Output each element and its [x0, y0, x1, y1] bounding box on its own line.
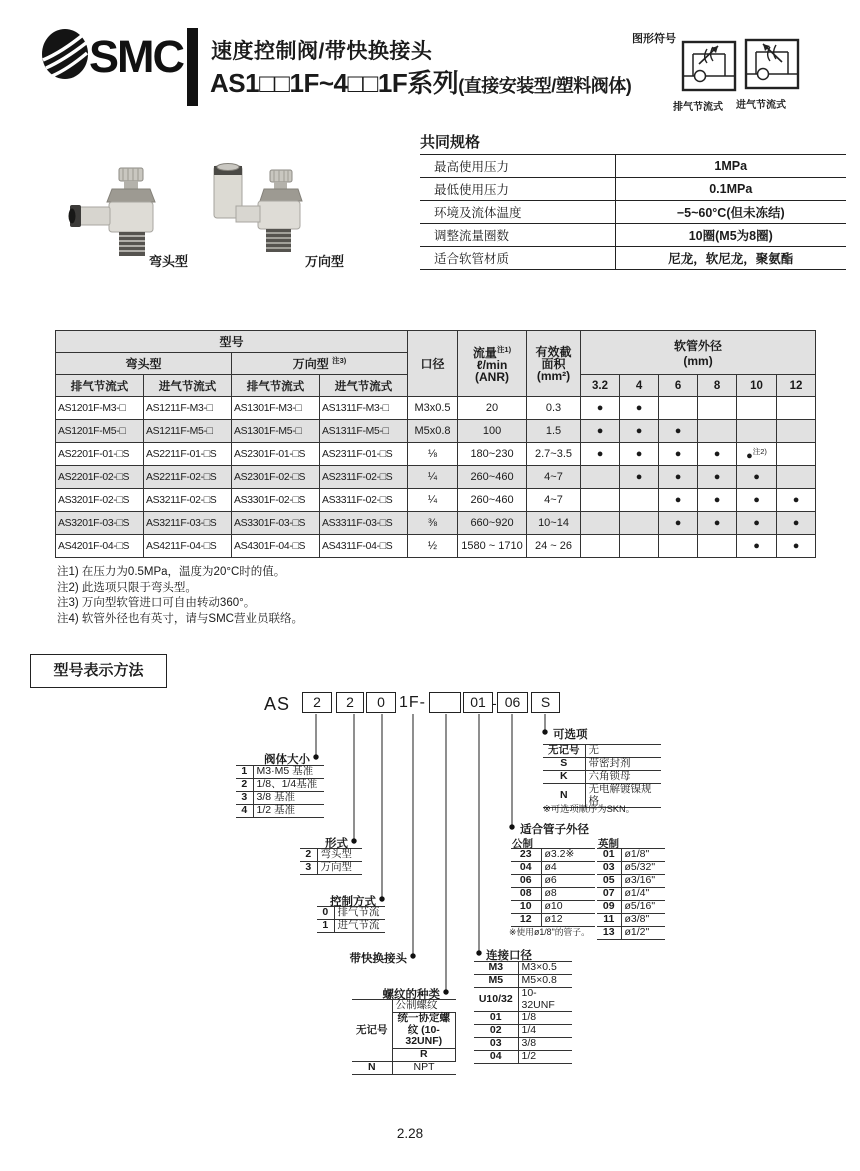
table-cell: 3 — [300, 862, 317, 875]
tube-size-dot-cell: ● — [581, 397, 620, 420]
table-cell: 无 — [585, 745, 661, 758]
table-cell: 进气节流 — [334, 920, 385, 933]
table-cell: 10 — [511, 901, 541, 914]
page-number: 2.28 — [396, 1126, 424, 1141]
dot-footnote-ref: 注2) — [752, 447, 767, 456]
exhaust-symbol-caption: 排气节流式 — [673, 102, 723, 113]
form-table — [300, 848, 362, 875]
meter-in-throttle-symbol-icon — [744, 38, 800, 92]
flow-cell: 1580 ~ 1710 — [458, 535, 527, 558]
exhaust-col-header: 排气节流式 — [56, 375, 144, 397]
table-cell: M3 — [474, 962, 518, 975]
table-cell: N — [543, 784, 585, 808]
model-number-cell: AS2201F-02-□S — [56, 466, 144, 489]
table-row — [543, 758, 661, 771]
size-col-header: 3.2 — [581, 375, 620, 397]
bore-cell: M3x0.5 — [408, 397, 458, 420]
table-row — [420, 224, 846, 247]
table-row — [474, 1038, 572, 1051]
tube-size-dot-cell — [777, 420, 816, 443]
model-number-cell: AS3301F-02-□S — [232, 489, 320, 512]
table-row — [317, 920, 385, 933]
table-cell: 1/8、1/4基准 — [253, 779, 324, 792]
tube-od-label: 适合管子外径 — [520, 824, 589, 836]
model-number-cell: AS1301F-M3-□ — [232, 397, 320, 420]
model-selection-table — [55, 330, 816, 558]
bore-cell: ½ — [408, 535, 458, 558]
table-cell: 尼龙，软尼龙，聚氨酯 — [615, 247, 846, 270]
common-specs-title: 共同规格 — [420, 134, 481, 151]
effective-area-cell: 0.3 — [527, 397, 581, 420]
table-cell: 12 — [511, 914, 541, 927]
model-table-row — [56, 397, 816, 420]
table-cell: 04 — [474, 1051, 518, 1064]
tube-size-dot-cell — [777, 397, 816, 420]
table-cell: ø3/16" — [621, 875, 665, 888]
table-cell: 1/4 — [518, 1025, 572, 1038]
table-cell: ø1/4" — [621, 888, 665, 901]
size-col-header: 6 — [659, 375, 698, 397]
model-number-cell: AS4301F-04-□S — [232, 535, 320, 558]
code-dash: - — [492, 695, 497, 711]
note-line: 注2) 此选项只限于弯头型。 — [57, 581, 197, 594]
tube-size-dot-cell — [620, 535, 659, 558]
table-cell: ø10 — [541, 901, 595, 914]
tube-size-dot-cell — [620, 512, 659, 535]
table-row — [511, 862, 595, 875]
table-cell: U10/32 — [474, 988, 518, 1012]
table-row — [352, 1000, 456, 1013]
flow-cell: 100 — [458, 420, 527, 443]
table-row — [511, 888, 595, 901]
table-cell: 02 — [474, 1025, 518, 1038]
tube-size-dot-cell — [777, 443, 816, 466]
table-cell: 2 — [236, 779, 253, 792]
quick-fitting-label: 带快换接头 — [349, 953, 407, 965]
tube-size-dot-cell: ● — [737, 535, 777, 558]
series-title — [210, 63, 631, 100]
table-cell: ø6 — [541, 875, 595, 888]
table-cell: 无记号 — [352, 1000, 392, 1062]
table-cell: 01 — [597, 849, 621, 862]
series-subtitle: (直接安装型/塑料阀体) — [458, 76, 632, 96]
page-title: 速度控制阀/带快换接头 — [211, 40, 433, 63]
common-specs-table — [420, 154, 846, 270]
effective-area-cell: 4~7 — [527, 466, 581, 489]
model-number-cell: AS1211F-M3-□ — [144, 397, 232, 420]
tube-size-dot-cell: ● — [659, 489, 698, 512]
table-cell: −5~60°C(但未冻结) — [615, 201, 846, 224]
port-size-table — [474, 961, 572, 1064]
model-number-cell: AS2211F-02-□S — [144, 466, 232, 489]
code-box-form: 2 — [336, 692, 364, 713]
bore-cell: M5x0.8 — [408, 420, 458, 443]
table-row — [236, 779, 324, 792]
universal-type-header: 万向型 $^{注3)}$ — [232, 353, 408, 375]
port-size-label: 连接口径 — [486, 950, 532, 962]
options-label: 可选项 — [553, 729, 588, 741]
table-cell: 万向型 — [317, 862, 362, 875]
code-box-body-size: 2 — [302, 692, 332, 713]
table-cell: 适合软管材质 — [420, 247, 615, 270]
bore-cell: ⅛ — [408, 443, 458, 466]
table-cell: 弯头型 — [317, 849, 362, 862]
table-row — [511, 901, 595, 914]
model-table-row — [56, 420, 816, 443]
tube-size-dot-cell: ● — [659, 420, 698, 443]
model-number-cell: AS4311F-04-□S — [320, 535, 408, 558]
effective-area-header: 有效截 面积 (mm²) — [527, 331, 581, 397]
note-line: 注3) 万向型软管进口可自由转动360°。 — [57, 597, 256, 609]
table-row — [474, 1025, 572, 1038]
table-cell: 1MPa — [615, 155, 846, 178]
table-cell: K — [543, 771, 585, 784]
table-cell: 13 — [597, 927, 621, 940]
table-cell: N — [352, 1061, 392, 1074]
tube-size-dot-cell: ● — [698, 466, 737, 489]
table-row — [420, 247, 846, 270]
size-col-header: 8 — [698, 375, 737, 397]
tube-size-dot-cell: ● — [659, 466, 698, 489]
model-number-cell: AS2211F-01-□S — [144, 443, 232, 466]
flow-header: 流量$^{注1)}$ ℓ/min (ANR) — [458, 331, 527, 397]
tube-size-dot-cell: ● — [777, 512, 816, 535]
table-cell: 3/8 — [518, 1038, 572, 1051]
table-cell: ø3/8" — [621, 914, 665, 927]
table-row — [474, 975, 572, 988]
table-cell: M3×0.5 — [518, 962, 572, 975]
model-number-cell: AS2201F-01-□S — [56, 443, 144, 466]
effective-area-cell: 10~14 — [527, 512, 581, 535]
metric-tube-note: ※使用ø1/8"的管子。 — [509, 927, 590, 937]
tube-size-dot-cell: ● — [777, 489, 816, 512]
table-row — [236, 766, 324, 779]
tube-size-dot-cell: ● — [659, 443, 698, 466]
body-size-label: 阀体大小 — [264, 754, 310, 766]
inch-label: 英制 — [598, 838, 619, 850]
table-row — [420, 155, 846, 178]
tube-size-dot-cell — [698, 397, 737, 420]
code-box-port: 01 — [463, 692, 493, 713]
table-cell: 03 — [474, 1038, 518, 1051]
table-cell: ø5/16" — [621, 901, 665, 914]
table-cell: M3·M5 基准 — [253, 766, 324, 779]
model-number-cell: AS1301F-M5-□ — [232, 420, 320, 443]
body-size-table — [236, 765, 324, 818]
tube-size-dot-cell: ● — [581, 443, 620, 466]
options-note: ※可选项顺序为SKN。 — [543, 804, 635, 814]
table-cell: 最低使用压力 — [420, 178, 615, 201]
size-col-header: 12 — [777, 375, 816, 397]
table-cell: ø1/2" — [621, 927, 665, 940]
bore-cell: ⅜ — [408, 512, 458, 535]
tube-size-dot-cell — [737, 420, 777, 443]
table-row — [597, 927, 665, 940]
table-cell: M5×0.8 — [518, 975, 572, 988]
thread-type-table — [352, 999, 456, 1075]
note-line: 注1) 在压力为0.5MPa，温度为20°C时的值。 — [57, 566, 286, 578]
effective-area-cell: 2.7~3.5 — [527, 443, 581, 466]
table-cell: 1/8 — [518, 1012, 572, 1025]
model-number-cell: AS4211F-04-□S — [144, 535, 232, 558]
model-number-cell: AS3311F-03-□S — [320, 512, 408, 535]
model-number-cell: AS3211F-02-□S — [144, 489, 232, 512]
table-cell: 统一协定螺纹 (10-32UNF) — [392, 1013, 456, 1049]
tube-size-dot-cell: ● — [581, 420, 620, 443]
universal-photo-caption: 万向型 — [305, 254, 345, 269]
tube-size-dot-cell — [777, 466, 816, 489]
graphic-symbols-label: 图形符号 — [632, 33, 676, 45]
table-cell: 无记号 — [543, 745, 585, 758]
table-row — [300, 849, 362, 862]
note-line: 注4) 软管外径也有英寸，请与SMC营业员联络。 — [57, 612, 303, 625]
effective-area-cell: 24 ~ 26 — [527, 535, 581, 558]
table-row — [236, 792, 324, 805]
code-mid: 1F- — [399, 694, 426, 711]
code-box-tube: 06 — [497, 692, 528, 713]
table-row — [597, 875, 665, 888]
model-number-cell: AS1311F-M3-□ — [320, 397, 408, 420]
meter-in-symbol-caption: 进气节流式 — [736, 100, 786, 111]
model-number-cell: AS2311F-01-□S — [320, 443, 408, 466]
meterin-col-header: 进气节流式 — [320, 375, 408, 397]
universal-valve-photo — [206, 158, 318, 258]
model-table-row — [56, 535, 816, 558]
series-name: AS1□□1F~4□□1F系列 — [210, 68, 459, 98]
tube-size-dot-cell — [581, 489, 620, 512]
tube-size-dot-cell: ● — [737, 512, 777, 535]
flow-cell: 260~460 — [458, 489, 527, 512]
inch-tube-table — [597, 848, 665, 940]
model-table-row — [56, 443, 816, 466]
table-row — [474, 988, 572, 1012]
table-cell: 08 — [511, 888, 541, 901]
table-cell: 调整流量圈数 — [420, 224, 615, 247]
table-cell: ø1/8" — [621, 849, 665, 862]
table-row — [420, 178, 846, 201]
table-row — [317, 907, 385, 920]
model-number-cell: AS3201F-03-□S — [56, 512, 144, 535]
table-cell: 2 — [300, 849, 317, 862]
footnotes — [57, 565, 303, 627]
table-cell: 03 — [597, 862, 621, 875]
table-row — [300, 862, 362, 875]
table-cell: R — [392, 1048, 456, 1061]
tube-size-dot-cell: ● — [698, 512, 737, 535]
size-col-header: 4 — [620, 375, 659, 397]
table-cell: 04 — [511, 862, 541, 875]
size-col-header: 10 — [737, 375, 777, 397]
table-cell: ø12 — [541, 914, 595, 927]
tube-size-dot-cell: ● — [620, 443, 659, 466]
code-box-control: 0 — [366, 692, 396, 713]
svg-text:SMC: SMC — [89, 31, 183, 82]
tube-size-dot-cell: ● — [737, 466, 777, 489]
table-row — [597, 901, 665, 914]
elbow-type-header: 弯头型 — [56, 353, 232, 375]
table-cell: 23 — [511, 849, 541, 862]
table-cell: 10-32UNF — [518, 988, 572, 1012]
control-mode-label: 控制方式 — [330, 896, 376, 908]
options-table — [543, 744, 661, 808]
model-number-cell: AS2301F-02-□S — [232, 466, 320, 489]
model-number-cell: AS2311F-02-□S — [320, 466, 408, 489]
table-cell: S — [543, 758, 585, 771]
table-cell: 排气节流 — [334, 907, 385, 920]
table-row — [511, 875, 595, 888]
tube-size-dot-cell: ● — [777, 535, 816, 558]
elbow-valve-photo — [62, 166, 184, 258]
bore-cell: ¼ — [408, 489, 458, 512]
tube-size-dot-cell — [659, 397, 698, 420]
tube-size-dot-cell — [659, 535, 698, 558]
table-row — [597, 914, 665, 927]
table-row — [420, 201, 846, 224]
model-number-cell: AS2301F-01-□S — [232, 443, 320, 466]
table-cell: 六角锁母 — [585, 771, 661, 784]
tube-size-dot-cell: ● — [620, 466, 659, 489]
table-cell: 4 — [236, 805, 253, 818]
effective-area-cell: 4~7 — [527, 489, 581, 512]
bore-cell: ¼ — [408, 466, 458, 489]
table-cell: ø8 — [541, 888, 595, 901]
tube-size-dot-cell: ● — [659, 512, 698, 535]
table-cell: 1 — [236, 766, 253, 779]
metric-tube-table — [511, 848, 595, 927]
bore-header: 口径 — [408, 331, 458, 397]
table-row — [474, 1051, 572, 1064]
elbow-photo-caption: 弯头型 — [149, 254, 189, 269]
tube-size-dot-cell: ●$^{注2)}$ — [737, 443, 777, 466]
tube-od-header: 软管外径 (mm) — [581, 331, 816, 375]
effective-area-cell: 1.5 — [527, 420, 581, 443]
tube-size-dot-cell: ● — [698, 489, 737, 512]
table-row — [474, 962, 572, 975]
table-cell: 0.1MPa — [615, 178, 846, 201]
table-row — [474, 1012, 572, 1025]
table-cell: 1 — [317, 920, 334, 933]
table-cell: 无电解镀镍规格 — [585, 784, 661, 808]
header-row-1 — [56, 331, 816, 353]
flow-cell: 660~920 — [458, 512, 527, 535]
table-cell: NPT — [392, 1061, 456, 1074]
flow-cell: 260~460 — [458, 466, 527, 489]
table-row — [511, 849, 595, 862]
table-cell: M5 — [474, 975, 518, 988]
table-row — [543, 745, 661, 758]
table-cell: 1/2 基准 — [253, 805, 324, 818]
table-cell: 3 — [236, 792, 253, 805]
table-row — [597, 888, 665, 901]
model-header: 型号 — [56, 331, 408, 353]
table-cell: ø4 — [541, 862, 595, 875]
table-cell: ø5/32" — [621, 862, 665, 875]
table-cell: 0 — [317, 907, 334, 920]
model-number-cell: AS3301F-03-□S — [232, 512, 320, 535]
tube-size-dot-cell: ● — [698, 443, 737, 466]
tube-size-dot-cell: ● — [620, 420, 659, 443]
flow-cell: 180~230 — [458, 443, 527, 466]
table-cell: 06 — [511, 875, 541, 888]
tube-size-dot-cell — [737, 397, 777, 420]
exhaust-throttle-symbol-icon — [681, 40, 737, 94]
table-row — [543, 771, 661, 784]
tube-size-dot-cell: ● — [620, 397, 659, 420]
model-number-cell: AS1201F-M5-□ — [56, 420, 144, 443]
model-number-cell: AS4201F-04-□S — [56, 535, 144, 558]
table-cell: ø3.2※ — [541, 849, 595, 862]
table-cell: 3/8 基准 — [253, 792, 324, 805]
table-row — [236, 805, 324, 818]
flow-cell: 20 — [458, 397, 527, 420]
header-divider-bar — [187, 28, 198, 106]
model-number-cell: AS1311F-M5-□ — [320, 420, 408, 443]
model-number-cell: AS3201F-02-□S — [56, 489, 144, 512]
model-code-section-title: 型号表示方法 — [30, 654, 167, 688]
model-number-cell: AS3211F-03-□S — [144, 512, 232, 535]
form-label: 形式 — [325, 838, 348, 850]
metric-label: 公制 — [512, 838, 533, 850]
model-number-cell: AS1211F-M5-□ — [144, 420, 232, 443]
table-cell: 09 — [597, 901, 621, 914]
thread-type-label: 螺纹的种类 — [382, 989, 440, 1001]
table-cell: 05 — [597, 875, 621, 888]
table-cell: 01 — [474, 1012, 518, 1025]
code-prefix: AS — [264, 694, 291, 714]
smc-logo — [40, 26, 190, 82]
table-row — [597, 862, 665, 875]
model-table-row — [56, 466, 816, 489]
tube-size-dot-cell — [581, 466, 620, 489]
tube-size-dot-cell — [698, 535, 737, 558]
tube-size-dot-cell — [698, 420, 737, 443]
tube-size-dot-cell — [620, 489, 659, 512]
model-number-cell: AS3311F-02-□S — [320, 489, 408, 512]
meterin-col-header: 进气节流式 — [144, 375, 232, 397]
table-cell: 环境及流体温度 — [420, 201, 615, 224]
table-cell: 1/2 — [518, 1051, 572, 1064]
tube-size-dot-cell: ● — [737, 489, 777, 512]
table-cell: 07 — [597, 888, 621, 901]
table-cell: 最高使用压力 — [420, 155, 615, 178]
model-table-row — [56, 489, 816, 512]
model-number-cell: AS1201F-M3-□ — [56, 397, 144, 420]
table-row — [597, 849, 665, 862]
model-table-row — [56, 512, 816, 535]
table-cell: 带密封剂 — [585, 758, 661, 771]
exhaust-col-header: 排气节流式 — [232, 375, 320, 397]
table-cell: 10圈(M5为8圈) — [615, 224, 846, 247]
tube-size-dot-cell — [581, 512, 620, 535]
tube-size-dot-cell — [581, 535, 620, 558]
table-cell: 11 — [597, 914, 621, 927]
control-mode-table — [317, 906, 385, 933]
code-box-option: S — [531, 692, 560, 713]
table-cell: 公制螺纹 — [392, 1000, 456, 1013]
table-row — [352, 1061, 456, 1074]
